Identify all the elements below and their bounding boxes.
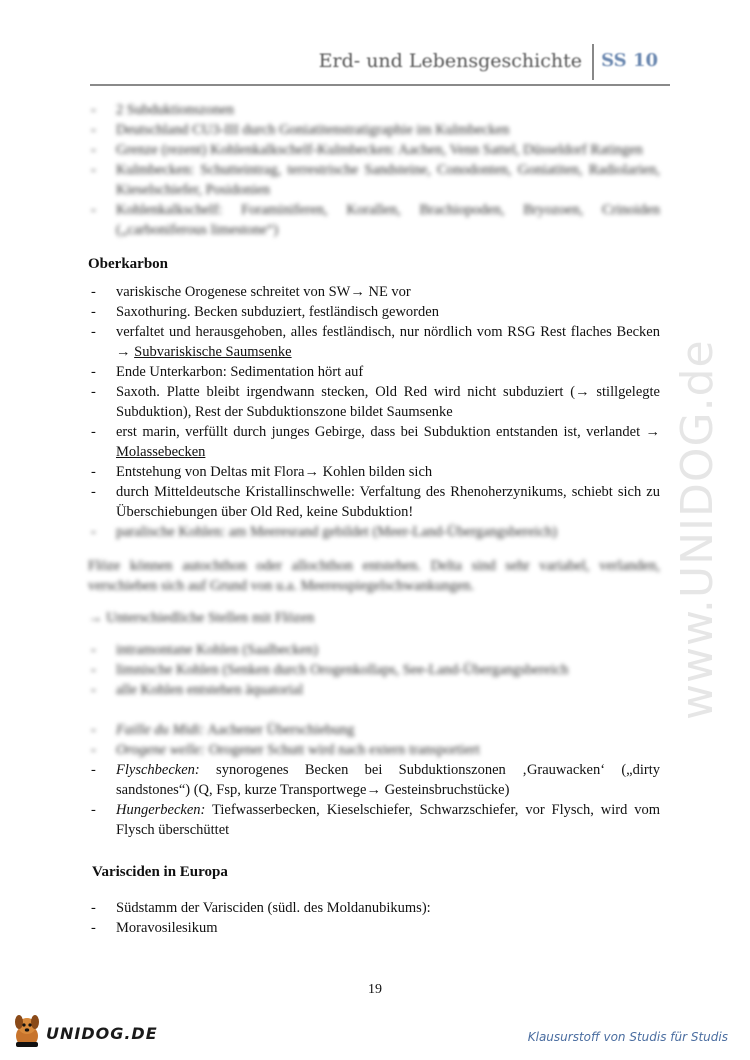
list-item: [88, 422, 660, 462]
list-item: - limnische Kohlen (Senken durch Orogenkollaps, See-Land-Übergangsbereich: [88, 660, 660, 680]
blurred-block: [88, 556, 660, 700]
varisciden-list: [88, 898, 660, 918]
list-item: [88, 740, 660, 760]
logo-text: UNIDOG.DE: [46, 1024, 158, 1043]
dog-icon: [10, 1012, 44, 1050]
footer-logo: [10, 1010, 160, 1050]
list-item: - 2 Subduktionszonen: [88, 100, 660, 120]
oberkarbon-list: [88, 282, 660, 542]
list-item: - Südstamm der Varisciden (südl. des Moldanubikums):: [88, 898, 660, 918]
list-item: - intramontane Kohlen (Saalbecken): [88, 640, 660, 660]
footer-tagline: Klausurstoff von Studis für Studis: [527, 1030, 728, 1044]
term-molassebecken: Molassebecken: [116, 444, 206, 460]
list-item: - Kohlenkalkschelf: Foraminiferen, Korallen, Brachiopoden, Bryozoen, Crinoiden („carboniferous limestone“): [88, 200, 660, 240]
list-item: [88, 720, 660, 740]
blurred-arrow-line: → Unterschiedliche Stellen mit Flözen: [88, 610, 315, 626]
header-divider: [592, 44, 594, 80]
list-item: - Saxoth. Platte bleibt irgendwann stecken, Old Red wird nicht subduziert (→ stillgelegte Subduktion), Rest der Subduktionszone bildet Saumsenke: [88, 382, 660, 422]
list-item: [88, 322, 660, 362]
list-item: [88, 800, 660, 840]
term-subvariskische-saumsenke: Subvariskische Saumsenke: [134, 344, 292, 360]
list-item: [88, 760, 660, 800]
varisciden-sublist: [88, 918, 660, 938]
blurred-paragraph: Flöze können autochthon oder allochthon entstehen. Delta sind sehr variabel, verlanden, verschieben sich auf Grund von u.a. Meeresspiegelschwankungen.: [88, 558, 660, 594]
page-header: [90, 40, 670, 86]
list-item-text: durch Mitteldeutsche Kristallinschwelle: Verfaltung des Rhenoherzynikums, schiebt sich zu Überschiebungen über Old Red, keine Subduktion!: [116, 484, 660, 520]
term-text: Tiefwasserbecken, Kieselschiefer, Schwarzschiefer, vor Flysch, wird vom Flysch überschüttet: [116, 802, 660, 838]
list-item: - paralische Kohlen: am Meeresrand gebildet (Meer-Land-Übergangsbereich): [88, 522, 660, 542]
section-heading-varisciden: Varisciden in Europa: [92, 864, 228, 880]
list-item: - Grenze (rezent) Kohlenkalkschelf-Kulmbecken: Aachen, Venn Sattel, Düsseldorf Ratingen: [88, 140, 660, 160]
list-item: [88, 482, 660, 522]
flysch-list: [88, 720, 660, 840]
list-item: - Deutschland CU3-III durch Goniatitenstratigraphie im Kulmbecken: [88, 120, 660, 140]
term-text: Aachener Überschiebung: [204, 722, 355, 738]
term-label: Hungerbecken:: [116, 802, 206, 818]
list-item: - Ende Unterkarbon: Sedimentation hört auf: [88, 362, 660, 382]
term-text: Orogener Schutt wird nach extern transportiert: [205, 742, 480, 758]
list-item: - Entstehung von Deltas mit Flora→ Kohlen bilden sich: [88, 462, 660, 482]
list-item-text: erst marin, verfüllt durch junges Gebirge, dass bei Subduktion entstanden ist, verlandet →: [116, 424, 660, 440]
list-item: - variskische Orogenese schreitet von SW→ NE vor: [88, 282, 660, 302]
term-label: Flyschbecken:: [116, 762, 200, 778]
page-number: 19: [368, 982, 382, 997]
list-item: - alle Kohlen entstehen äquatorial: [88, 680, 660, 700]
list-item: - Saxothuring. Becken subduziert, festländisch geworden: [88, 302, 660, 322]
header-title: Erd- und Lebensgeschichte: [318, 50, 582, 72]
term-text: synorogenes Becken bei Subduktionszonen ‚Grauwacken‘ („dirty sandstones“) (Q, Fsp, kurze Transportwege→ Gesteinsbruchstücke): [116, 762, 660, 798]
list-item-text: verfaltet und herausgehoben, alles festländisch, nur nördlich vom RSG Rest flaches Becken →: [116, 324, 660, 360]
header-term: SS 10: [601, 50, 658, 71]
watermark: www.UNIDOG.de: [672, 339, 723, 720]
blurred-list: [88, 640, 660, 700]
term-label: Faille du Midi:: [116, 722, 205, 738]
blurred-list-top: [88, 100, 660, 240]
section-heading-oberkarbon: Oberkarbon: [88, 256, 169, 272]
term-label: Orogene welle:: [116, 742, 206, 758]
list-item: - Moravosilesikum: [88, 918, 660, 938]
page-content: [88, 100, 660, 938]
list-item: - Kulmbecken: Schutteintrag, terrestrische Sandsteine, Conodonten, Goniatiten, Radiolarien, Kieselschiefer, Posidonien: [88, 160, 660, 200]
